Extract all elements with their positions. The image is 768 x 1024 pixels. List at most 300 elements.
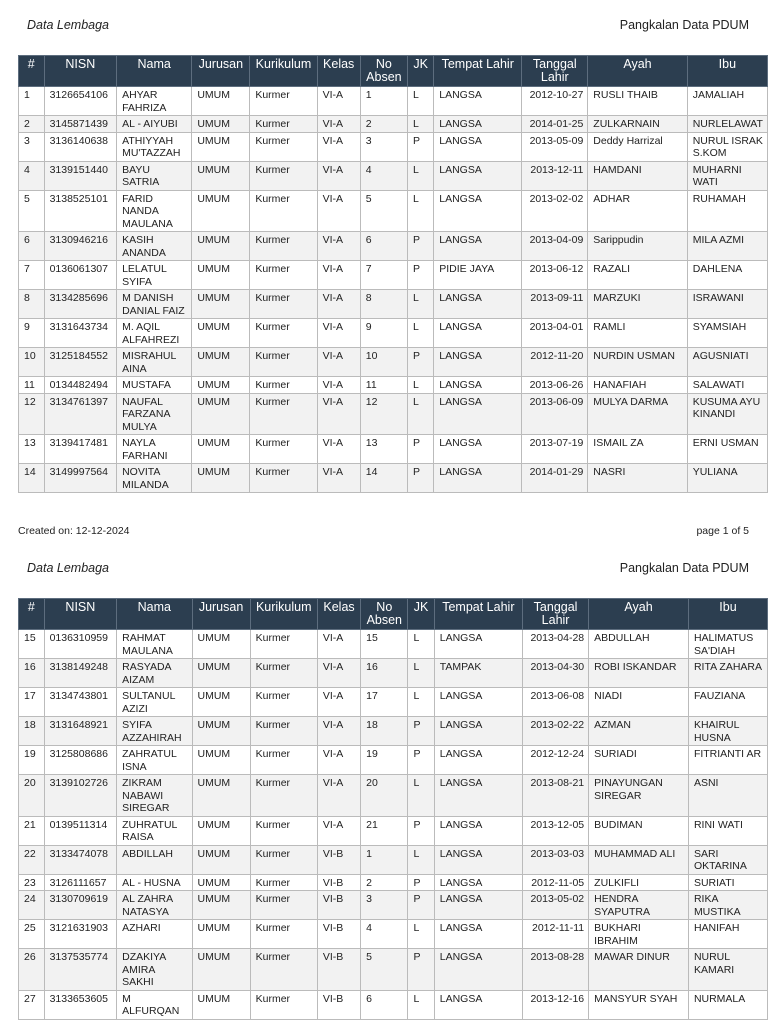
- cell-ibu: NURMALA: [688, 990, 767, 1019]
- cell-ayah: NIADI: [589, 688, 689, 717]
- table-row: [19, 746, 768, 775]
- cell-nama: M DANISH DANIAL FAIZ: [117, 290, 192, 319]
- cell-nisn: 3133474078: [44, 845, 117, 874]
- cell-nisn: 3134285696: [44, 290, 117, 319]
- cell-tanggal-lahir: 2013-08-21: [522, 775, 588, 817]
- table-row: [19, 949, 768, 991]
- cell-jk: L: [408, 775, 434, 817]
- column-header-kurikulum: Kurikulum: [250, 56, 317, 87]
- cell-kelas: VI-A: [317, 290, 360, 319]
- cell-row-number: 4: [19, 161, 45, 190]
- column-header-ibu: Ibu: [688, 599, 767, 630]
- cell-nisn: 3138525101: [44, 190, 117, 232]
- cell-nisn: 3131648921: [44, 717, 117, 746]
- cell-row-number: 5: [19, 190, 45, 232]
- cell-kelas: VI-A: [317, 87, 360, 116]
- cell-tanggal-lahir: 2013-12-05: [522, 816, 588, 845]
- cell-kurikulum: Kurmer: [250, 393, 317, 435]
- cell-tanggal-lahir: 2013-06-08: [522, 688, 588, 717]
- institution-data-label: Data Lembaga: [27, 18, 110, 32]
- cell-jk: L: [408, 116, 434, 133]
- cell-kelas: VI-B: [317, 920, 360, 949]
- cell-nisn: 3133653605: [44, 990, 117, 1019]
- student-table: [18, 55, 768, 493]
- institution-data-label: Data Lembaga: [27, 561, 110, 575]
- cell-tanggal-lahir: 2013-09-11: [522, 290, 588, 319]
- cell-ayah: ZULKARNAIN: [588, 116, 687, 133]
- cell-jk: L: [408, 630, 434, 659]
- cell-tanggal-lahir: 2013-04-01: [522, 319, 588, 348]
- cell-tempat-lahir: LANGSA: [434, 464, 522, 493]
- cell-jk: L: [408, 87, 434, 116]
- table-row: [19, 190, 768, 232]
- cell-row-number: 26: [19, 949, 45, 991]
- table-row: [19, 290, 768, 319]
- cell-tanggal-lahir: 2012-11-05: [522, 874, 588, 891]
- cell-nama: AL - AIYUBI: [117, 116, 192, 133]
- cell-jurusan: UMUM: [192, 717, 250, 746]
- cell-tempat-lahir: LANGSA: [434, 377, 522, 394]
- cell-jurusan: UMUM: [192, 630, 250, 659]
- cell-kelas: VI-A: [317, 630, 360, 659]
- cell-jurusan: UMUM: [192, 290, 250, 319]
- table-row: [19, 816, 768, 845]
- cell-jk: L: [408, 845, 434, 874]
- table-row: [19, 87, 768, 116]
- cell-tanggal-lahir: 2013-04-09: [522, 232, 588, 261]
- cell-no-absen: 3: [360, 132, 407, 161]
- cell-row-number: 7: [19, 261, 45, 290]
- cell-kelas: VI-A: [317, 161, 360, 190]
- cell-tanggal-lahir: 2012-11-11: [522, 920, 588, 949]
- cell-nisn: 3130946216: [44, 232, 117, 261]
- cell-kurikulum: Kurmer: [250, 161, 317, 190]
- cell-ayah: AZMAN: [589, 717, 689, 746]
- column-header-nisn: NISN: [44, 599, 117, 630]
- table-row: [19, 874, 768, 891]
- cell-tanggal-lahir: 2013-06-26: [522, 377, 588, 394]
- column-header-jurusan: Jurusan: [192, 599, 250, 630]
- cell-ayah: NURDIN USMAN: [588, 348, 687, 377]
- cell-kurikulum: Kurmer: [250, 891, 317, 920]
- column-header-row-number: #: [19, 56, 45, 87]
- cell-jk: L: [408, 393, 434, 435]
- cell-ibu: ERNI USMAN: [687, 435, 767, 464]
- column-header-kelas: Kelas: [317, 56, 360, 87]
- cell-nisn: 3126654106: [44, 87, 117, 116]
- cell-tanggal-lahir: 2013-05-09: [522, 132, 588, 161]
- cell-ibu: MILA AZMI: [687, 232, 767, 261]
- cell-tempat-lahir: LANGSA: [434, 874, 522, 891]
- cell-nisn: 3139151440: [44, 161, 117, 190]
- column-header-row-number: #: [19, 599, 45, 630]
- cell-kurikulum: Kurmer: [250, 464, 317, 493]
- cell-ibu: DAHLENA: [687, 261, 767, 290]
- cell-no-absen: 3: [361, 891, 408, 920]
- cell-kurikulum: Kurmer: [250, 717, 317, 746]
- cell-nama: SULTANUL AZIZI: [117, 688, 192, 717]
- cell-jurusan: UMUM: [192, 348, 250, 377]
- cell-jurusan: UMUM: [192, 261, 250, 290]
- cell-kelas: VI-A: [317, 746, 360, 775]
- created-date: Created on: 12-12-2024: [18, 525, 130, 537]
- cell-no-absen: 18: [361, 717, 408, 746]
- cell-nama: NOVITA MILANDA: [117, 464, 192, 493]
- cell-kelas: VI-A: [317, 116, 360, 133]
- cell-row-number: 17: [19, 688, 45, 717]
- column-header-tanggal-lahir: Tanggal Lahir: [522, 599, 588, 630]
- cell-kurikulum: Kurmer: [250, 132, 317, 161]
- table-row: [19, 232, 768, 261]
- cell-ayah: NASRI: [588, 464, 687, 493]
- cell-nama: M. AQIL ALFAHREZI: [117, 319, 192, 348]
- cell-no-absen: 2: [361, 874, 408, 891]
- cell-ayah: MARZUKI: [588, 290, 687, 319]
- column-header-kurikulum: Kurikulum: [250, 599, 317, 630]
- cell-ayah: HANAFIAH: [588, 377, 687, 394]
- cell-row-number: 25: [19, 920, 45, 949]
- cell-jurusan: UMUM: [192, 949, 250, 991]
- cell-ayah: BUDIMAN: [589, 816, 689, 845]
- cell-nisn: 3131643734: [44, 319, 117, 348]
- cell-no-absen: 2: [360, 116, 407, 133]
- cell-no-absen: 9: [360, 319, 407, 348]
- cell-nisn: 3121631903: [44, 920, 117, 949]
- cell-jk: P: [408, 232, 434, 261]
- cell-kurikulum: Kurmer: [250, 990, 317, 1019]
- cell-tanggal-lahir: 2014-01-25: [522, 116, 588, 133]
- cell-ayah: HAMDANI: [588, 161, 687, 190]
- cell-jk: P: [408, 717, 434, 746]
- cell-nama: LELATUL SYIFA: [117, 261, 192, 290]
- cell-jk: P: [408, 746, 434, 775]
- cell-ayah: PINAYUNGAN SIREGAR: [589, 775, 689, 817]
- cell-ibu: NURUL KAMARI: [688, 949, 767, 991]
- table-row: [19, 775, 768, 817]
- cell-jk: L: [408, 319, 434, 348]
- table-row: [19, 161, 768, 190]
- cell-nisn: 3125808686: [44, 746, 117, 775]
- page-header: [0, 14, 768, 34]
- cell-ayah: Deddy Harrizal: [588, 132, 687, 161]
- table-row: [19, 261, 768, 290]
- cell-kelas: VI-A: [317, 132, 360, 161]
- cell-tempat-lahir: TAMPAK: [434, 659, 522, 688]
- cell-no-absen: 11: [360, 377, 407, 394]
- cell-ayah: ROBI ISKANDAR: [589, 659, 689, 688]
- cell-row-number: 23: [19, 874, 45, 891]
- column-header-ibu: Ibu: [687, 56, 767, 87]
- cell-tanggal-lahir: 2014-01-29: [522, 464, 588, 493]
- cell-jurusan: UMUM: [192, 116, 250, 133]
- cell-row-number: 1: [19, 87, 45, 116]
- cell-tanggal-lahir: 2013-12-11: [522, 161, 588, 190]
- cell-kelas: VI-A: [317, 435, 360, 464]
- cell-ayah: SURIADI: [589, 746, 689, 775]
- cell-ibu: RINI WATI: [688, 816, 767, 845]
- cell-kelas: VI-A: [317, 190, 360, 232]
- cell-tempat-lahir: LANGSA: [434, 816, 522, 845]
- cell-kurikulum: Kurmer: [250, 116, 317, 133]
- cell-ibu: SALAWATI: [687, 377, 767, 394]
- cell-nisn: 3139102726: [44, 775, 117, 817]
- cell-ibu: KUSUMA AYU KINANDI: [687, 393, 767, 435]
- cell-ayah: RAZALI: [588, 261, 687, 290]
- table-row: [19, 348, 768, 377]
- cell-kelas: VI-A: [317, 659, 360, 688]
- cell-jurusan: UMUM: [192, 775, 250, 817]
- cell-nisn: 3130709619: [44, 891, 117, 920]
- cell-nisn: 3138149248: [44, 659, 117, 688]
- cell-jurusan: UMUM: [192, 688, 250, 717]
- cell-kurikulum: Kurmer: [250, 920, 317, 949]
- cell-tempat-lahir: PIDIE JAYA: [434, 261, 522, 290]
- cell-ayah: RUSLI THAIB: [588, 87, 687, 116]
- cell-jk: P: [408, 891, 434, 920]
- cell-row-number: 24: [19, 891, 45, 920]
- cell-ibu: MUHARNI WATI: [687, 161, 767, 190]
- cell-nama: BAYU SATRIA: [117, 161, 192, 190]
- cell-nama: NAUFAL FARZANA MULYA: [117, 393, 192, 435]
- cell-jurusan: UMUM: [192, 87, 250, 116]
- student-table: [18, 598, 768, 1020]
- cell-kelas: VI-B: [317, 891, 360, 920]
- cell-ayah: MAWAR DINUR: [589, 949, 689, 991]
- cell-nama: MISRAHUL AINA: [117, 348, 192, 377]
- column-header-tanggal-lahir: Tanggal Lahir: [522, 56, 588, 87]
- cell-tanggal-lahir: 2013-02-22: [522, 717, 588, 746]
- cell-jurusan: UMUM: [192, 659, 250, 688]
- cell-ibu: KHAIRUL HUSNA: [688, 717, 767, 746]
- column-header-tempat-lahir: Tempat Lahir: [434, 56, 522, 87]
- cell-jurusan: UMUM: [192, 874, 250, 891]
- cell-tanggal-lahir: 2013-12-16: [522, 990, 588, 1019]
- cell-jk: P: [408, 435, 434, 464]
- cell-ayah: Sarippudin: [588, 232, 687, 261]
- table-row: [19, 990, 768, 1019]
- table-row: [19, 891, 768, 920]
- cell-jurusan: UMUM: [192, 435, 250, 464]
- cell-no-absen: 10: [360, 348, 407, 377]
- cell-no-absen: 7: [360, 261, 407, 290]
- cell-kelas: VI-A: [317, 319, 360, 348]
- cell-jurusan: UMUM: [192, 132, 250, 161]
- cell-row-number: 19: [19, 746, 45, 775]
- cell-row-number: 22: [19, 845, 45, 874]
- cell-kurikulum: Kurmer: [250, 688, 317, 717]
- table-row: [19, 435, 768, 464]
- cell-kurikulum: Kurmer: [250, 746, 317, 775]
- cell-nisn: 0134482494: [44, 377, 117, 394]
- cell-nama: ABDILLAH: [117, 845, 192, 874]
- cell-nisn: 3145871439: [44, 116, 117, 133]
- cell-kurikulum: Kurmer: [250, 290, 317, 319]
- cell-nama: AHYAR FAHRIZA: [117, 87, 192, 116]
- cell-jk: L: [408, 990, 434, 1019]
- cell-ibu: HALIMATUS SA'DIAH: [688, 630, 767, 659]
- cell-nama: AL ZAHRA NATASYA: [117, 891, 192, 920]
- page-number: page 1 of 5: [696, 525, 749, 537]
- cell-kurikulum: Kurmer: [250, 261, 317, 290]
- cell-tanggal-lahir: 2012-11-20: [522, 348, 588, 377]
- cell-nama: AZHARI: [117, 920, 192, 949]
- cell-ibu: YULIANA: [687, 464, 767, 493]
- cell-tempat-lahir: LANGSA: [434, 891, 522, 920]
- cell-jurusan: UMUM: [192, 891, 250, 920]
- cell-nisn: 3136140638: [44, 132, 117, 161]
- cell-ibu: JAMALIAH: [687, 87, 767, 116]
- cell-kurikulum: Kurmer: [250, 816, 317, 845]
- cell-kurikulum: Kurmer: [250, 377, 317, 394]
- cell-tanggal-lahir: 2013-06-12: [522, 261, 588, 290]
- cell-jurusan: UMUM: [192, 816, 250, 845]
- cell-nisn: 3149997564: [44, 464, 117, 493]
- cell-nisn: 0136061307: [44, 261, 117, 290]
- cell-jk: L: [408, 659, 434, 688]
- column-header-jk: JK: [408, 599, 434, 630]
- cell-kurikulum: Kurmer: [250, 630, 317, 659]
- cell-row-number: 11: [19, 377, 45, 394]
- cell-no-absen: 1: [360, 87, 407, 116]
- cell-tanggal-lahir: 2012-12-24: [522, 746, 588, 775]
- cell-jurusan: UMUM: [192, 746, 250, 775]
- cell-kelas: VI-B: [317, 990, 360, 1019]
- cell-kurikulum: Kurmer: [250, 87, 317, 116]
- cell-jk: L: [408, 377, 434, 394]
- cell-nisn: 3134761397: [44, 393, 117, 435]
- cell-kurikulum: Kurmer: [250, 874, 317, 891]
- cell-jurusan: UMUM: [192, 393, 250, 435]
- cell-jk: L: [408, 190, 434, 232]
- cell-nisn: 3125184552: [44, 348, 117, 377]
- cell-row-number: 16: [19, 659, 45, 688]
- cell-jk: P: [408, 348, 434, 377]
- cell-jk: L: [408, 161, 434, 190]
- column-header-ayah: Ayah: [588, 56, 687, 87]
- cell-ayah: HENDRA SYAPUTRA: [589, 891, 689, 920]
- cell-tempat-lahir: LANGSA: [434, 393, 522, 435]
- cell-jk: P: [408, 816, 434, 845]
- column-header-jk: JK: [408, 56, 434, 87]
- cell-ayah: RAMLI: [588, 319, 687, 348]
- cell-no-absen: 6: [361, 990, 408, 1019]
- cell-tempat-lahir: LANGSA: [434, 717, 522, 746]
- cell-tanggal-lahir: 2013-03-03: [522, 845, 588, 874]
- cell-tempat-lahir: LANGSA: [434, 920, 522, 949]
- cell-nama: AL - HUSNA: [117, 874, 192, 891]
- table-row: [19, 393, 768, 435]
- cell-kelas: VI-A: [317, 232, 360, 261]
- cell-no-absen: 20: [361, 775, 408, 817]
- cell-row-number: 27: [19, 990, 45, 1019]
- cell-kelas: VI-A: [317, 261, 360, 290]
- cell-jurusan: UMUM: [192, 990, 250, 1019]
- cell-ibu: ASNI: [688, 775, 767, 817]
- cell-nama: FARID NANDA MAULANA: [117, 190, 192, 232]
- cell-row-number: 10: [19, 348, 45, 377]
- cell-nisn: 3134743801: [44, 688, 117, 717]
- cell-tempat-lahir: LANGSA: [434, 949, 522, 991]
- cell-jk: L: [408, 688, 434, 717]
- cell-kurikulum: Kurmer: [250, 775, 317, 817]
- cell-tempat-lahir: LANGSA: [434, 348, 522, 377]
- cell-ibu: SARI OKTARINA: [688, 845, 767, 874]
- cell-row-number: 20: [19, 775, 45, 817]
- cell-kelas: VI-B: [317, 845, 360, 874]
- cell-kelas: VI-A: [317, 816, 360, 845]
- cell-tanggal-lahir: 2013-05-02: [522, 891, 588, 920]
- cell-ayah: ABDULLAH: [589, 630, 689, 659]
- cell-no-absen: 15: [361, 630, 408, 659]
- cell-kurikulum: Kurmer: [250, 659, 317, 688]
- column-header-tempat-lahir: Tempat Lahir: [434, 599, 522, 630]
- cell-kelas: VI-B: [317, 874, 360, 891]
- cell-nisn: 3137535774: [44, 949, 117, 991]
- column-header-jurusan: Jurusan: [192, 56, 250, 87]
- cell-row-number: 12: [19, 393, 45, 435]
- column-header-ayah: Ayah: [589, 599, 689, 630]
- cell-jk: L: [408, 290, 434, 319]
- cell-row-number: 3: [19, 132, 45, 161]
- cell-ibu: NURLELAWAT: [687, 116, 767, 133]
- cell-ayah: BUKHARI IBRAHIM: [589, 920, 689, 949]
- cell-nama: ZIKRAM NABAWI SIREGAR: [117, 775, 192, 817]
- database-name: Pangkalan Data PDUM: [619, 18, 749, 32]
- cell-tempat-lahir: LANGSA: [434, 132, 522, 161]
- table-row: [19, 845, 768, 874]
- cell-kelas: VI-A: [317, 688, 360, 717]
- cell-kurikulum: Kurmer: [250, 949, 317, 991]
- table-row: [19, 717, 768, 746]
- cell-jurusan: UMUM: [192, 190, 250, 232]
- cell-no-absen: 4: [360, 161, 407, 190]
- table-row: [19, 688, 768, 717]
- cell-ibu: FITRIANTI AR: [688, 746, 767, 775]
- cell-kelas: VI-A: [317, 775, 360, 817]
- cell-tanggal-lahir: 2013-02-02: [522, 190, 588, 232]
- table-row: [19, 377, 768, 394]
- cell-tempat-lahir: LANGSA: [434, 161, 522, 190]
- cell-jurusan: UMUM: [192, 377, 250, 394]
- cell-kelas: VI-A: [317, 393, 360, 435]
- cell-tempat-lahir: LANGSA: [434, 775, 522, 817]
- cell-nama: RASYADA AIZAM: [117, 659, 192, 688]
- cell-row-number: 13: [19, 435, 45, 464]
- cell-tanggal-lahir: 2013-08-28: [522, 949, 588, 991]
- cell-tempat-lahir: LANGSA: [434, 688, 522, 717]
- cell-no-absen: 8: [360, 290, 407, 319]
- cell-row-number: 14: [19, 464, 45, 493]
- cell-tempat-lahir: LANGSA: [434, 116, 522, 133]
- cell-ibu: FAUZIANA: [688, 688, 767, 717]
- page-header: [0, 557, 768, 577]
- cell-jurusan: UMUM: [192, 319, 250, 348]
- table-row: [19, 920, 768, 949]
- cell-kurikulum: Kurmer: [250, 435, 317, 464]
- cell-ibu: RUHAMAH: [687, 190, 767, 232]
- cell-ibu: NURUL ISRAK S.KOM: [687, 132, 767, 161]
- cell-kelas: VI-A: [317, 464, 360, 493]
- cell-nama: ATHIYYAH MU'TAZZAH: [117, 132, 192, 161]
- cell-ibu: RITA ZAHARA: [688, 659, 767, 688]
- table-row: [19, 464, 768, 493]
- column-header-no-absen: No Absen: [361, 599, 408, 630]
- cell-tempat-lahir: LANGSA: [434, 290, 522, 319]
- table-row: [19, 319, 768, 348]
- column-header-kelas: Kelas: [317, 599, 360, 630]
- cell-kurikulum: Kurmer: [250, 232, 317, 261]
- cell-ibu: ISRAWANI: [687, 290, 767, 319]
